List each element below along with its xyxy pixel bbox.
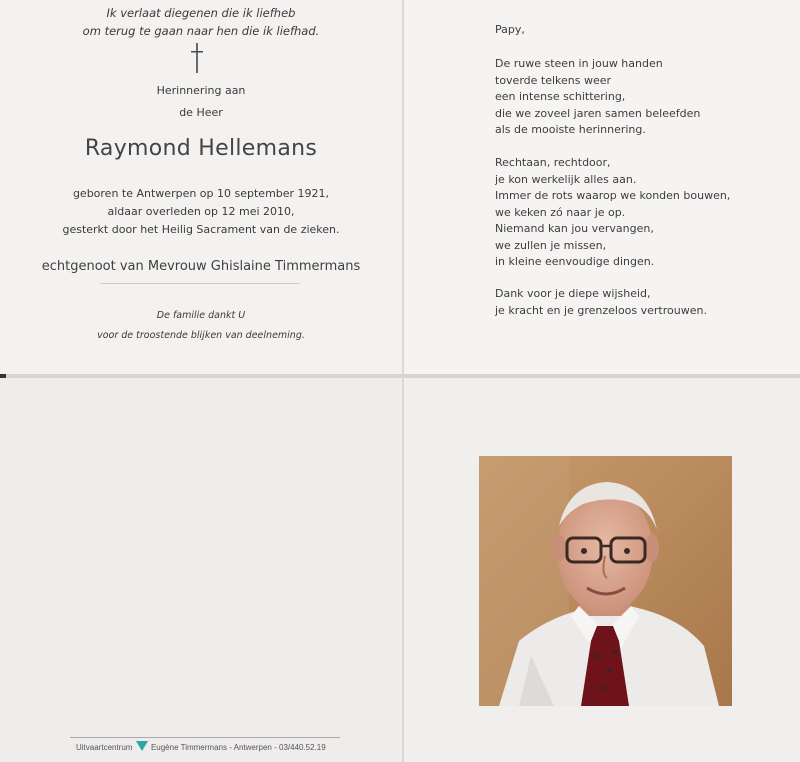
poem-stanza-1	[495, 56, 700, 139]
footer-rule	[70, 737, 340, 738]
quote-line: om terug te gaan naar hen die ik liefhad.	[82, 24, 320, 38]
poem-line: je kon werkelijk alles aan.	[495, 172, 637, 186]
poem-line: Immer de rots waarop we konden bouwen,	[495, 189, 731, 202]
quote-line: Ik verlaat diegenen die ik liefheb	[106, 6, 296, 20]
family-thanks	[0, 306, 402, 346]
poem-salutation: Papy,	[495, 23, 525, 36]
honorific: de Heer	[179, 106, 223, 119]
poem-stanza-2	[495, 155, 730, 271]
bio-line: gesterkt door het Heilig Sacrament van de zieken.	[62, 223, 340, 236]
poem-stanza-3	[495, 286, 707, 319]
bio-line: aldaar overleden op 12 mei 2010,	[107, 205, 295, 218]
poem-line: Rechtaan, rechtdoor,	[495, 156, 611, 169]
herinnering-label: Herinnering aan	[156, 84, 246, 97]
poem-line: Dank voor je diepe wijsheid,	[495, 287, 651, 300]
card-panel-back	[0, 378, 402, 762]
biography	[0, 185, 402, 239]
deceased-name: Raymond Hellemans	[84, 136, 318, 161]
horizontal-fold	[0, 374, 800, 378]
poem-line: we keken zó naar je op.	[495, 205, 626, 219]
poem-line: toverde telkens weer	[495, 73, 612, 87]
poem-line: we zullen je missen,	[495, 238, 607, 252]
poem-line: die we zoveel jaren samen beleefden	[495, 106, 701, 120]
poem-line: De ruwe steen in jouw handen	[495, 57, 663, 70]
funeral-home-footer	[76, 741, 338, 752]
poem-line: je kracht en je grenzeloos vertrouwen.	[495, 303, 707, 317]
poem-line: in kleine eenvoudige dingen.	[495, 255, 655, 268]
poem-line: als de mooiste herinnering.	[495, 123, 646, 136]
opening-quote	[0, 4, 402, 40]
thanks-line: voor de troostende blijken van deelneming.	[97, 330, 305, 341]
vertical-fold	[402, 0, 404, 762]
bio-line: geboren te Antwerpen op 10 september 1921,	[72, 187, 330, 200]
footer-right: Eugène Timmermans - Antwerpen - 03/440.52.19	[150, 743, 326, 752]
footer-left: Uitvaartcentrum	[76, 743, 133, 752]
spouse-line: echtgenoot van Mevrouw Ghislaine Timmermans	[41, 259, 361, 274]
thanks-line: De familie dankt U	[156, 310, 246, 321]
poem-line: Niemand kan jou vervangen,	[495, 222, 654, 235]
funeral-home-logo-icon	[136, 741, 148, 751]
cross-icon	[188, 42, 206, 74]
portrait-photo	[479, 456, 732, 706]
divider	[100, 283, 300, 284]
poem-line: een intense schittering,	[495, 90, 626, 103]
